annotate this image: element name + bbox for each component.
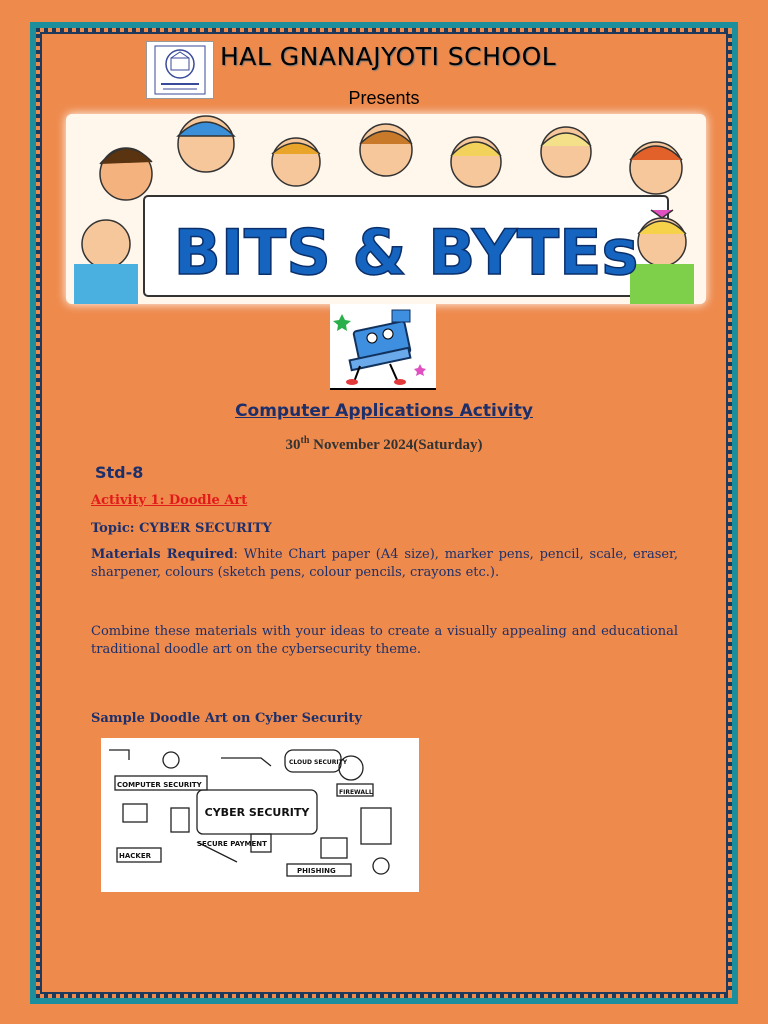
cyber-security-doodle-image [101,738,419,892]
sample-heading: Sample Doodle Art on Cyber Security [91,711,362,726]
standard-label: Std-8 [95,463,144,482]
presents-text: Presents [348,88,420,108]
doodle-label-computer-security: COMPUTER SECURITY [117,781,202,789]
materials-label: Materials Required [91,547,234,562]
banner-title: BITS & BYTEs [173,216,639,289]
doodle-label-firewall: FIREWALL [339,789,373,796]
laptop-mascot-image [330,304,436,390]
bits-bytes-banner [66,114,706,304]
activity-heading: Computer Applications Activity [235,401,533,421]
doodle-center-label: CYBER SECURITY [204,806,310,819]
date-rest: November 2024(Saturday) [309,437,483,453]
topic-label: Topic: CYBER SECURITY [91,521,272,536]
materials-paragraph [91,546,678,582]
doodle-label-secure-payment: SECURE PAYMENT [197,840,267,848]
date-day: 30 [285,437,301,453]
doodle-label-cloud-security: CLOUD SECURITY [289,759,348,766]
doodle-label-hacker: HACKER [119,852,152,860]
instructions-paragraph: Combine these materials with your ideas to create a visually appealing and educational traditional doodle art on the cybersecurity theme. [91,624,678,657]
materials-text: : White Chart paper (A4 size), marker pens, pencil, scale, eraser, sharpener, colours (sketch pens, colour pencils, crayons etc.). [91,547,678,580]
activity-label: Activity 1: Doodle Art [91,493,248,508]
activity-date [0,435,768,454]
date-suffix: th [300,435,310,446]
mascot-underline [330,388,436,390]
school-name: HAL GNANAJYOTI SCHOOL [220,42,557,71]
doodle-label-phishing: PHISHING [297,867,336,875]
